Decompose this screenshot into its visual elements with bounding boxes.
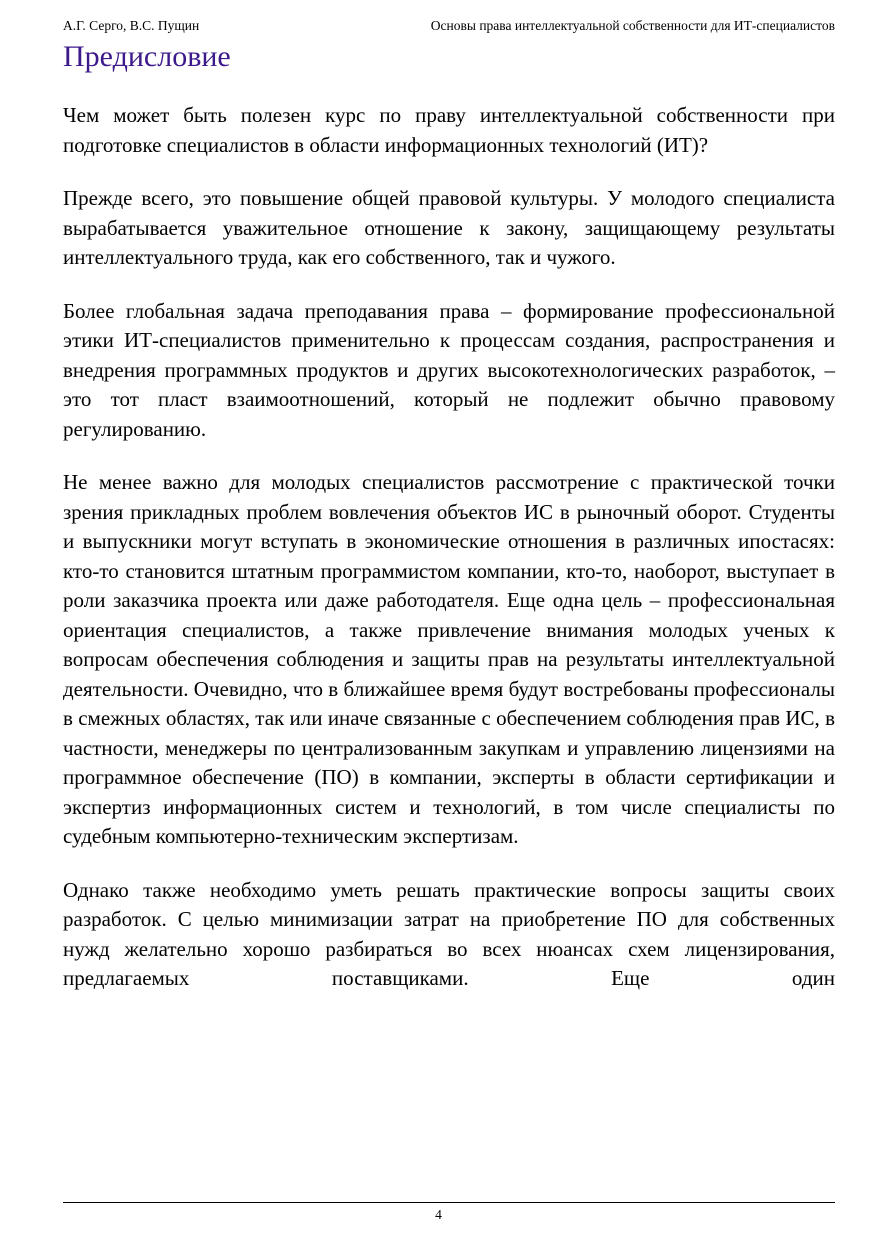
- section-title: Предисловие: [63, 40, 231, 73]
- page-number: 4: [435, 1207, 442, 1222]
- footer-divider: [63, 1202, 835, 1203]
- header-book-title: Основы права интеллектуальной собственности для ИТ-специалистов: [430, 18, 835, 33]
- running-header: [63, 16, 835, 36]
- paragraph: Однако также необходимо уметь решать практические вопросы защиты своих разработок. С целью минимизации затрат на приобретение ПО для собственных нужд желательно хорошо разбираться во всех нюансах схем лицензирования, предлагаемых поставщиками. Еще один: [63, 877, 835, 990]
- section-body: [63, 101, 835, 1018]
- paragraph: Более глобальная задача преподавания права – формирование профессиональной этики ИТ-специалистов применительно к процессам создания, распространения и внедрения программных продуктов и других высокотехнологических разработок, – это тот пласт взаимоотношений, который не подлежит обычно правовому регулированию.: [63, 298, 835, 441]
- paragraph: Не менее важно для молодых специалистов рассмотрение с практической точки зрения прикладных проблем вовлечения объектов ИС в рыночный оборот. Студенты и выпускники могут вступать в экономические отношения в различных ипостасях: кто-то становится штатным программистом компании, кто-то, наоборот, выступает в роли заказчика проекта или даже работодателя. Еще одна цель – профессиональная ориентация специалистов, а также привлечение внимания молодых ученых к вопросам обеспечения соблюдения и защиты прав на результаты интеллектуальной деятельности. Очевидно, что в ближайшее время будут востребованы профессионалы в смежных областях, так или иначе связанные с обеспечением соблюдения прав ИС, в частности, менеджеры по централизованным закупкам и управлению лицензиями на программное обеспечение (ПО) в компании, эксперты в области сертификации и экспертиз информационных систем и технологий, в том числе специалисты по судебным компьютерно-техническим экспертизам.: [63, 470, 835, 848]
- paragraph: Чем может быть полезен курс по праву интеллектуальной собственности при подготовке специалистов в области информационных технологий (ИТ)?: [63, 103, 835, 157]
- header-authors: А.Г. Серго, В.С. Пущин: [63, 18, 200, 33]
- paragraph: Прежде всего, это повышение общей правовой культуры. У молодого специалиста вырабатывается уважительное отношение к закону, защищающему результаты интеллектуального труда, как его собственного, так и чужого.: [63, 186, 835, 269]
